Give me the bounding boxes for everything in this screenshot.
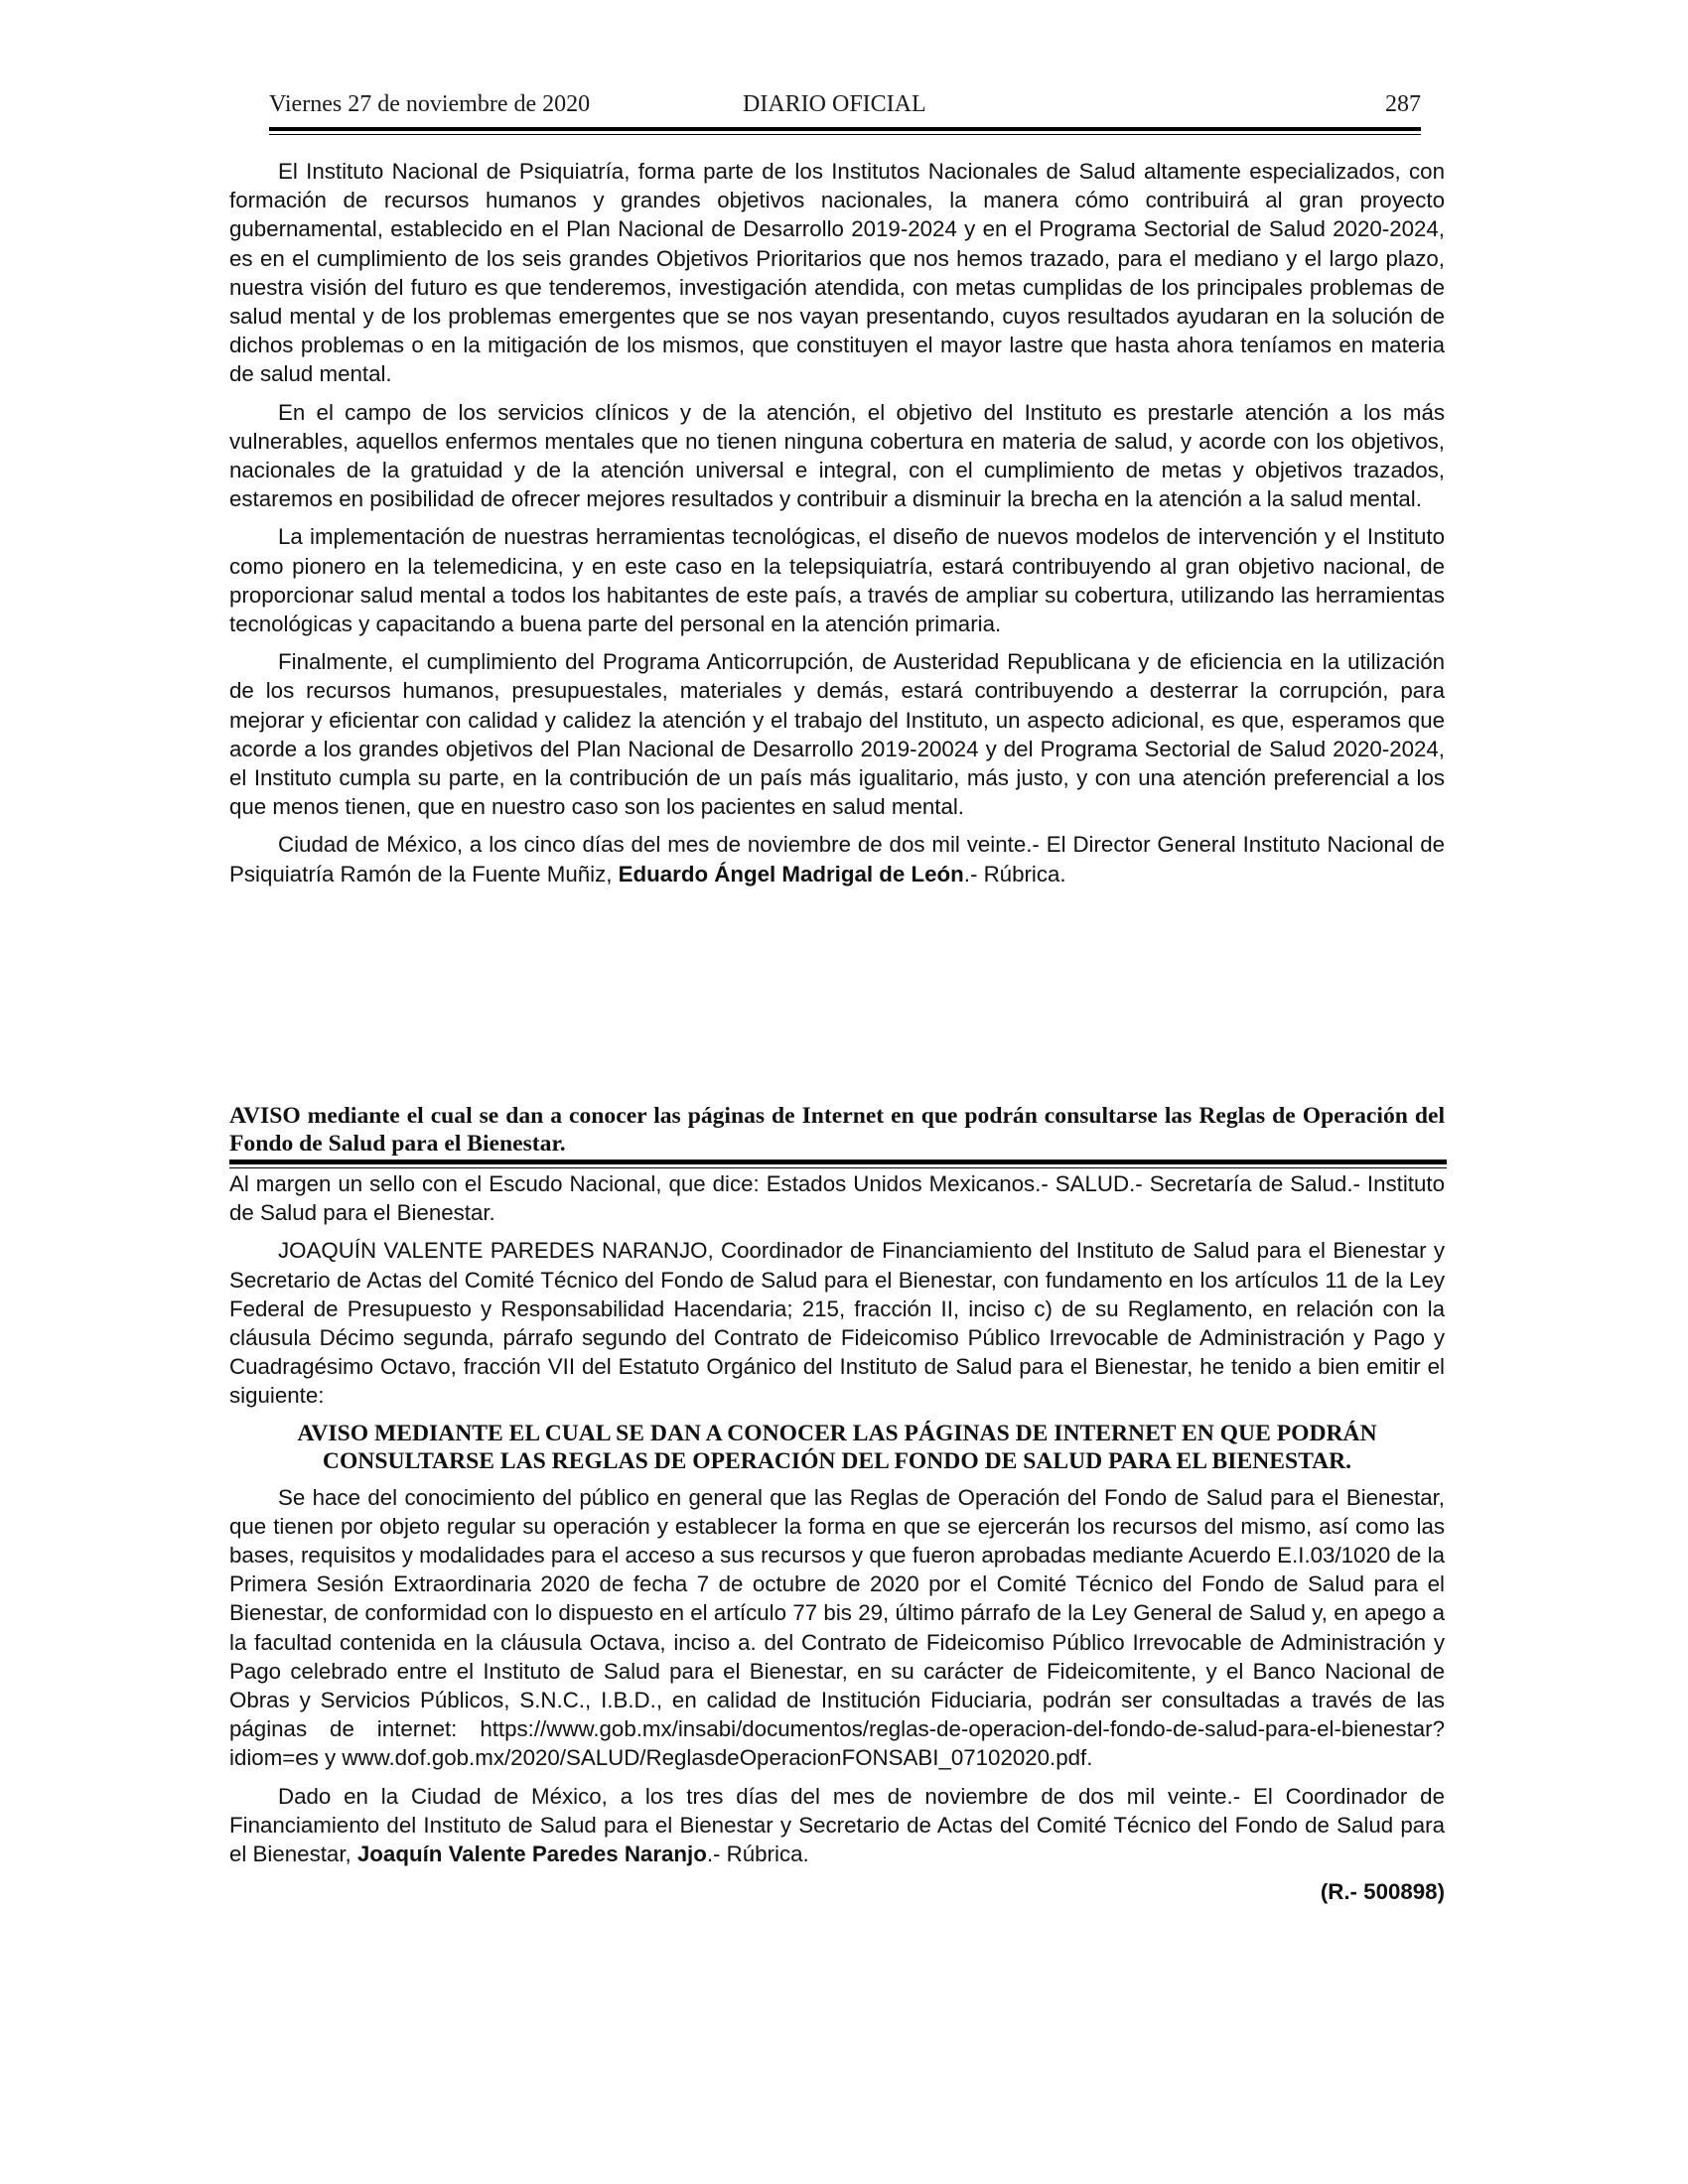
closing-text: Ciudad de México, a los cinco días del mes de noviembre de dos mil veinte.- El Director General Instituto Nacional de Psiquiatría Ramón de la Fuente Muñiz, <box>229 832 1445 887</box>
seal-note: Al margen un sello con el Escudo Nacional, que dice: Estados Unidos Mexicanos.- SALUD.- Secretaría de Salud.- Instituto de Salud para el Bienestar. <box>229 1171 1445 1226</box>
closing-paragraph <box>229 1782 1445 1869</box>
header-double-rule <box>269 127 1421 131</box>
header-page-number: 287 <box>1385 91 1421 117</box>
closing-text: Dado en la Ciudad de México, a los tres días del mes de noviembre de dos mil veinte.- El Coordinador de Financiamiento del Instituto de Salud para el Bienestar y Secretario de Actas del Comité Técnico del Fondo de Salud para el Bienestar, <box>229 1783 1445 1867</box>
header-publication: DIARIO OFICIAL <box>743 91 926 117</box>
section-double-rule <box>229 1160 1447 1164</box>
page-header <box>269 91 1421 121</box>
section-psiquiatria <box>229 157 1445 897</box>
paragraph: El Instituto Nacional de Psiquiatría, forma parte de los Institutos Nacionales de Salud altamente especializados, con formación de recursos humanos y grandes objetivos nacionales, la manera cómo contribuirá al gran proyecto gubernamental, establecido en el Plan Nacional de Desarrollo 2019-2024 y en el Programa Sectorial de Salud 2020-2024, es en el cumplimiento de los seis grandes Objetivos Prioritarios que nos hemos trazado, para el mediano y el largo plazo, nuestra visión del futuro es que tenderemos, investigación atendida, con metas cumplidas de los principales problemas de salud mental y de los problemas emergentes que se nos vayan presentando, cuyos resultados ayudaran en la solución de dichos problemas o en la mitigación de los mismos, que constituyen el mayor lastre que hasta ahora teníamos en materia de salud mental. <box>229 159 1445 387</box>
closing-suffix: .- Rúbrica. <box>706 1842 809 1867</box>
aviso-title-line: AVISO MEDIANTE EL CUAL SE DAN A CONOCER LAS PÁGINAS DE INTERNET EN QUE PODRÁN <box>297 1420 1377 1446</box>
body-paragraph: Se hace del conocimiento del público en general que las Reglas de Operación del Fondo de Salud para el Bienestar, que tienen por objeto regular su operación y establecer la forma en que se ejercerán los recursos del mismo, así como las bases, requisitos y modalidades para el acceso a sus recursos y que fueron aprobadas mediante Acuerdo E.I.03/1020 de la Primera Sesión Extraordinaria 2020 de fecha 7 de octubre de 2020 por el Comité Técnico del Fondo de Salud para el Bienestar, de conformidad con lo dispuesto en el artículo 77 bis 29, último párrafo de la Ley General de Salud y, en apego a la facultad contenida en la cláusula Octava, inciso a. del Contrato de Fideicomiso Público Irrevocable de Administración y Pago celebrado entre el Instituto de Salud para el Bienestar, en su carácter de Fideicomitente, y el Banco Nacional de Obras y Servicios Públicos, S.N.C., I.B.D., en calidad de Institución Fiduciaria, podrán ser consultadas a través de las páginas de internet: https://www.gob.mx/insabi/documentos/reglas-de-operacion-del-fondo-de-salud-para-el-bienestar?idiom=es y www.dof.gob.mx/2020/SALUD/ReglasdeOperacionFONSABI_07102020.pdf. <box>229 1484 1445 1771</box>
aviso-title <box>229 1420 1445 1475</box>
paragraph: En el campo de los servicios clínicos y de la atención, el objetivo del Instituto es prestarle atención a los más vulnerables, aquellos enfermos mentales que no tienen ninguna cobertura en materia de salud, y acorde con los objetivos, nacionales de la gratuidad y de la atención universal e integral, con el cumplimiento de metas y objetivos trazados, estaremos en posibilidad de ofrecer mejores resultados y contribuir a disminuir la brecha en la atención a la salud mental. <box>229 399 1445 512</box>
intro-paragraph: JOAQUÍN VALENTE PAREDES NARANJO, Coordinador de Financiamiento del Instituto de Salud para el Bienestar y Secretario de Actas del Comité Técnico del Fondo de Salud para el Bienestar, con fundamento en los artículos 11 de la Ley Federal de Presupuesto y Responsabilidad Hacendaria; 215, fracción II, inciso c) de su Reglamento, en relación con la cláusula Décimo segunda, párrafo segundo del Contrato de Fideicomiso Público Irrevocable de Administración y Pago y Cuadragésimo Octavo, fracción VII del Estatuto Orgánico del Instituto de Salud para el Bienestar, he tenido a bien emitir el siguiente: <box>229 1238 1445 1409</box>
section-heading: AVISO mediante el cual se dan a conocer las páginas de Internet en que podrán consultarse las Reglas de Operación del Fondo de Salud para el Bienestar. <box>229 1103 1445 1157</box>
closing-suffix: .- Rúbrica. <box>963 861 1066 887</box>
closing-paragraph <box>229 830 1445 887</box>
section-aviso <box>229 1169 1445 1915</box>
paragraph: La implementación de nuestras herramientas tecnológicas, el diseño de nuevos modelos de intervención y el Instituto como pionero en la telemedicina, y en este caso en la telepsiquiatría, estará contribuyendo al gran objetivo nacional, de proporcionar salud mental a todos los habitantes de este país, a través de ampliar su cobertura, utilizando las herramientas tecnológicas y capacitando a buena parte del personal en la atención primaria. <box>229 524 1445 637</box>
aviso-title-line: CONSULTARSE LAS REGLAS DE OPERACIÓN DEL FONDO DE SALUD PARA EL BIENESTAR. <box>322 1447 1352 1474</box>
signer-name: Eduardo Ángel Madrigal de León <box>618 861 964 887</box>
paragraph: Finalmente, el cumplimiento del Programa Anticorrupción, de Austeridad Republicana y de eficiencia en la utilización de los recursos humanos, presupuestales, materiales y demás, estará contribuyendo a desterrar la corrupción, para mejorar y eficientar con calidad y calidez la atención y el trabajo del Instituto, un aspecto adicional, es que, esperamos que acorde a los grandes objetivos del Plan Nacional de Desarrollo 2019-20024 y del Programa Sectorial de Salud 2020-2024, el Instituto cumpla su parte, en la contribución de un país más igualitario, más justo, y con una atención preferencial a los que menos tienen, que en nuestro caso son los pacientes en salud mental. <box>229 649 1445 820</box>
signer-name: Joaquín Valente Paredes Naranjo <box>356 1842 707 1867</box>
reference-number: (R.- 500898) <box>1320 1879 1445 1905</box>
header-date: Viernes 27 de noviembre de 2020 <box>269 91 591 117</box>
